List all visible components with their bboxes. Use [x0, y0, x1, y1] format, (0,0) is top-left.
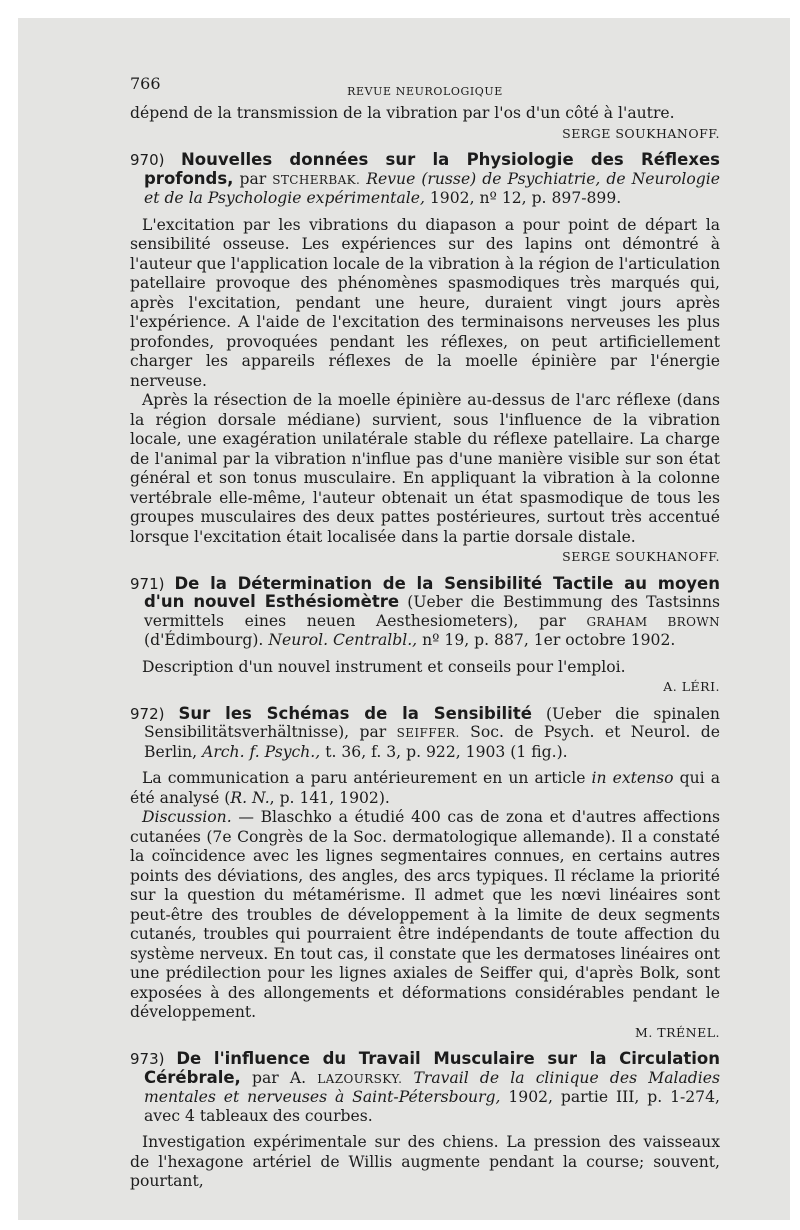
journal-name: Travail de la clinique des Maladies mentales et nerveuses à Saint-Pétersbourg,: [144, 1068, 720, 1106]
running-title: REVUE NEUROLOGIQUE: [347, 85, 503, 98]
paragraph: L'excitation par les vibrations du diapason a pour point de départ la sensibilité osseuse. Les expériences sur des lapins ont démontré à l'auteur que l'application locale de la vibration à la région de l'articulation patellaire provoque des phénomènes spasmodiques très marqués qui, après l'excitation, pendant une heure, duraient vingt jours après l'expérience. A l'aide de l'excitation des terminaisons nerveuses les plus profondes, provoquées pendant les réflexes, on peut artificiellement charger les appareils réflexes de la moelle épinière par l'énergie nerveuse.: [130, 215, 720, 390]
reference-details: t. 36, f. 3, p. 922, 1903 (1 fig.).: [325, 742, 568, 761]
emphasis-text: R. N.: [230, 788, 270, 807]
entry-heading: [130, 705, 720, 762]
entry-number: 973): [130, 1050, 165, 1068]
discussion-paragraph: [130, 808, 720, 1023]
paragraph: Description d'un nouvel instrument et conseils pour l'emploi.: [142, 657, 626, 676]
reference-text: par A.: [252, 1068, 307, 1087]
signature: M. TRÉNEL.: [635, 1024, 720, 1040]
continuation-text: dépend de la transmission de la vibration par l'os d'un côté à l'autre.: [130, 104, 675, 122]
abstract-entry-971: [130, 575, 720, 697]
reference-text: (Ueber die spinalen Sensibilitätsverhältnisse), par: [144, 704, 720, 741]
author-name: SEIFFER.: [396, 726, 460, 740]
entry-heading: [130, 575, 720, 650]
journal-name: Revue (russe) de Psychiatrie, de Neurologie et de la Psychologie expérimentale,: [144, 169, 720, 207]
emphasis-text: in extenso: [591, 769, 674, 787]
signature: SERGE SOUKHANOFF.: [562, 125, 720, 141]
abstract-entry-970: [130, 151, 720, 567]
author-name: GRAHAM BROWN: [586, 614, 720, 629]
entry-heading: [130, 1050, 720, 1125]
reference-details: 1902, partie III, p. 1-274, avec 4 tableaux des courbes.: [144, 1088, 720, 1125]
journal-name: Neurol. Centralbl.,: [268, 631, 418, 649]
entry-number: 972): [130, 704, 165, 723]
entry-title: De l'influence du Travail Musculaire sur la Circulation Cérébrale,: [144, 1049, 720, 1087]
author-location: (d'Édimbourg).: [144, 631, 264, 649]
abstract-entry-972: [130, 705, 720, 1043]
entry-title: De la Détermination de la Sensibilité Tactile au moyen d'un nouvel Esthésiomètre: [144, 573, 720, 611]
entry-number: 970): [130, 151, 165, 169]
paragraph: [130, 769, 720, 808]
paragraph-text: qui a été analysé (: [130, 769, 720, 807]
entry-title: Nouvelles données sur la Physiologie des Réflexes profonds,: [144, 150, 720, 188]
reference-details: nº 19, p. 887, 1er octobre 1902.: [422, 631, 676, 649]
entry-number: 971): [130, 574, 165, 593]
discussion-text: — Blaschko a étudié 400 cas de zona et d'autres affections cutanées (7e Congrès de la Soc. dermatologique allemande). Il a constaté la coïncidence avec les lignes segmentaires connues, en certains autres points des déviations, des angles, des arcs typiques. Il réclame la priorité sur la question du métamérisme. Il admet que les nœvi linéaires sont peut-être des troubles de développement à la limite de deux segments cutanés, troubles qui pourraient être indépendants de toute affection du système nerveux. En tout cas, il constate que les dermatoses linéaires ont une prédilection pour les lignes axiales de Seiffer qui, d'après Bolk, sont exposées à des allongements et déformations considérables pendant le développement.: [130, 808, 720, 1021]
signature: SERGE SOUKHANOFF.: [562, 549, 720, 564]
author-name: LAZOURSKY.: [317, 1071, 403, 1086]
discussion-label: Discussion.: [142, 808, 232, 826]
entry-heading: [130, 151, 720, 208]
journal-name: Arch. f. Psych.,: [202, 742, 321, 761]
paragraph-text: La communication a paru antérieurement en un article: [142, 769, 586, 787]
signature: A. LÉRI.: [663, 679, 720, 694]
page-header: [130, 74, 720, 104]
paragraph: Investigation expérimentale sur des chiens. La pression des vaisseaux de l'hexagone artériel de Willis augmente pendant la course; souvent, pourtant,: [130, 1133, 720, 1190]
journal-page: [130, 74, 720, 1192]
reference-text: par: [239, 169, 267, 188]
society-name: Soc. de Psych. et Neurol. de Berlin,: [144, 723, 720, 761]
paragraph-text: , p. 141, 1902).: [269, 788, 390, 807]
reference-details: 1902, nº 12, p. 897-899.: [429, 189, 622, 207]
reference-text: (Ueber die Bestimmung des Tastsinns vermittels eines neuen Aesthesiometers), par: [144, 593, 720, 630]
paragraph: Après la résection de la moelle épinière au-dessus de l'arc réflexe (dans la région dorsale médiane) survient, sous l'influence de la vibration locale, une exagération unilatérale stable du réflexe patellaire. La charge de l'animal par la vibration n'influe pas d'une manière visible sur son état général et son tonus musculaire. En appliquant la vibration à la colonne vertébrale elle-même, l'auteur obtenait un état spasmodique de tous les groupes musculaires des deux pattes postérieures, surtout très accentué lorsque l'excitation était localisée dans la partie dorsale distale.: [130, 391, 720, 546]
entry-title: Sur les Schémas de la Sensibilité: [178, 703, 532, 723]
abstract-entry-973: [130, 1050, 720, 1192]
page-number: 766: [130, 74, 161, 93]
author-name: STCHERBAK.: [272, 172, 361, 187]
